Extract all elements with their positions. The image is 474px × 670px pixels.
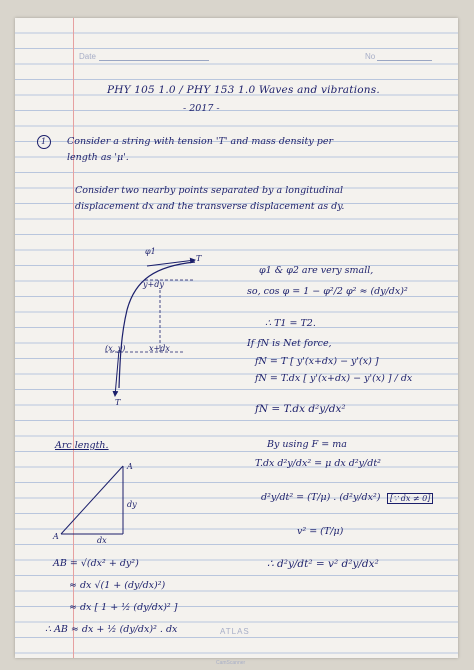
arc-eq-4: ∴ AB ≈ dx + ½ (dy/dx)² . dx	[45, 624, 178, 635]
intro-line-1: Consider two nearby points separated by a longitudinal	[75, 185, 344, 196]
newton-eq-2: d²y/dt² = (T/μ) . (d²y/dx²)	[261, 492, 381, 503]
question-line-1: Consider a string with tension 'T' and mass density per	[67, 136, 334, 147]
small-angle-note: φ1 & φ2 are very small,	[259, 265, 374, 276]
dx-nonzero-note: [∵ dx ≠ 0]	[387, 493, 433, 504]
cos-approximation: so, cos φ = 1 − φ²/2 φ² ≈ (dy/dx)²	[247, 286, 408, 297]
question-number: 1	[41, 137, 47, 146]
arc-point-left: A	[53, 532, 59, 541]
page-title: PHY 105 1.0 / PHY 153 1.0 Waves and vibrations.	[107, 84, 380, 96]
net-force-eq-1: fN = T [ y'(x+dx) − y'(x) ]	[255, 356, 379, 367]
tension-arrow-bottom	[115, 350, 119, 396]
newton-eq-1: T.dx d²y/dx² = μ dx d²y/dt²	[255, 458, 381, 469]
paper-brand: ATLAS	[220, 627, 250, 636]
notebook-page	[15, 18, 458, 658]
y-plus-dy-label: y+dy	[143, 280, 164, 289]
date-label: Date	[79, 52, 96, 61]
arc-length-heading: Arc length.	[55, 440, 109, 451]
number-label: No	[365, 52, 376, 61]
arc-point-top: A	[127, 462, 133, 471]
tension-label-top: T	[196, 254, 202, 263]
question-line-2: length as 'μ'.	[67, 152, 129, 163]
intro-line-2: displacement dx and the transverse displacement as dy.	[75, 201, 345, 212]
title-year: - 2017 -	[183, 103, 220, 114]
arc-dy-label: dy	[127, 500, 137, 509]
velocity-eq: v² = (T/μ)	[297, 526, 344, 537]
net-force-eq-2: fN = T.dx [ y'(x+dx) − y'(x) ] / dx	[255, 373, 413, 384]
x-plus-dx-label: x+dx	[149, 344, 170, 353]
wave-equation: ∴ d²y/dt² = v² d²y/dx²	[267, 558, 379, 570]
arc-eq-2: ≈ dx √(1 + (dy/dx)²)	[69, 580, 166, 591]
net-force-eq-3: fN = T.dx d²y/dx²	[255, 403, 346, 415]
net-force-intro: If fN is Net force,	[247, 338, 332, 349]
point-xy-label: (x, y)	[105, 344, 126, 353]
arc-eq-1: AB = √(dx² + dy²)	[53, 558, 139, 569]
tension-label-bottom: T	[115, 398, 121, 407]
number-line	[377, 60, 432, 61]
arc-dx-label: dx	[97, 536, 107, 545]
date-line	[99, 60, 209, 61]
phi1-label: φ1	[145, 247, 156, 256]
newton-intro: By using F = ma	[267, 439, 347, 450]
scanner-credit: CamScanner	[216, 660, 246, 666]
arc-eq-3: ≈ dx [ 1 + ½ (dy/dx)² ]	[69, 602, 178, 613]
tension-equal: ∴ T1 = T2.	[265, 318, 316, 329]
string-force-diagram	[75, 240, 235, 400]
